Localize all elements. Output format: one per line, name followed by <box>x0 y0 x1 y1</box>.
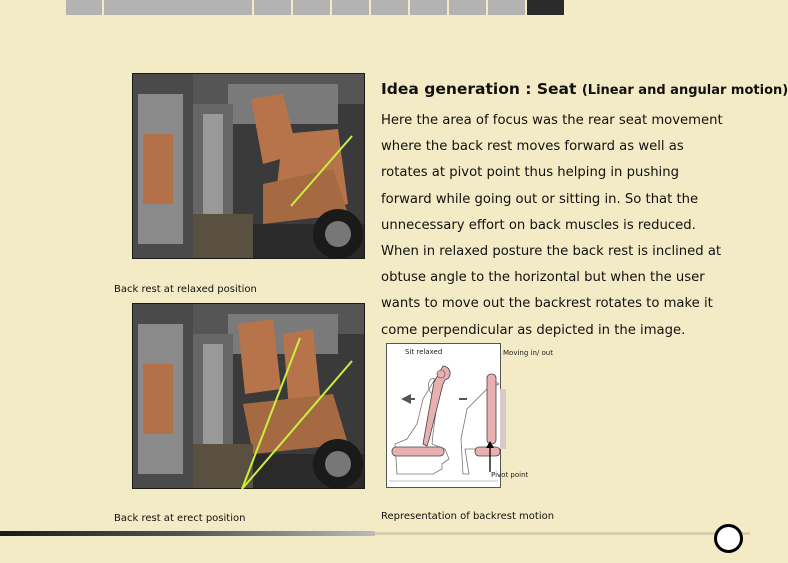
caption-erect: Back rest at erect position <box>114 513 246 524</box>
title-main: Idea generation : Seat <box>381 80 577 98</box>
next-slide-button[interactable] <box>714 524 743 553</box>
nav-segment[interactable] <box>371 0 408 15</box>
description <box>381 108 726 344</box>
paragraph-1: Here the area of focus was the rear seat movement where the back rest moves forward as well as rotates at pivot point thus helping in pushing forward while going out or sitting in. So that the unnecessary effort on back muscles is reduced. <box>381 113 723 233</box>
nav-segment[interactable] <box>488 0 525 15</box>
caption-relaxed: Back rest at relaxed position <box>114 284 257 295</box>
caption-representation: Representation of backrest motion <box>381 511 555 522</box>
label-moving-in-out: Moving in/ out <box>503 349 553 357</box>
nav-segment[interactable] <box>254 0 291 15</box>
label-pivot-point: Pivot point <box>491 471 529 479</box>
slide-nav-bar <box>66 0 564 16</box>
erect-guide-lines <box>132 303 363 487</box>
paragraph-2: When in relaxed posture the back rest is inclined at obtuse angle to the horizontal but when the user wants to move out the backrest rotates to make it come perpendicular as depicted in the image. <box>381 244 722 338</box>
nav-segment[interactable] <box>332 0 369 15</box>
bottom-progress-bar <box>0 528 750 538</box>
nav-segment[interactable] <box>104 0 252 15</box>
backrest-motion-diagram <box>386 343 553 488</box>
nav-segment[interactable] <box>293 0 330 15</box>
relaxed-guide-line <box>132 73 363 257</box>
nav-segment-current[interactable] <box>527 0 564 15</box>
nav-segment[interactable] <box>449 0 486 15</box>
nav-segment[interactable] <box>66 0 102 15</box>
title-subtitle: (Linear and angular motion) <box>581 83 788 98</box>
page-title <box>381 80 788 98</box>
label-sit-relaxed: Sit relaxed <box>405 348 443 356</box>
nav-segment[interactable] <box>410 0 447 15</box>
